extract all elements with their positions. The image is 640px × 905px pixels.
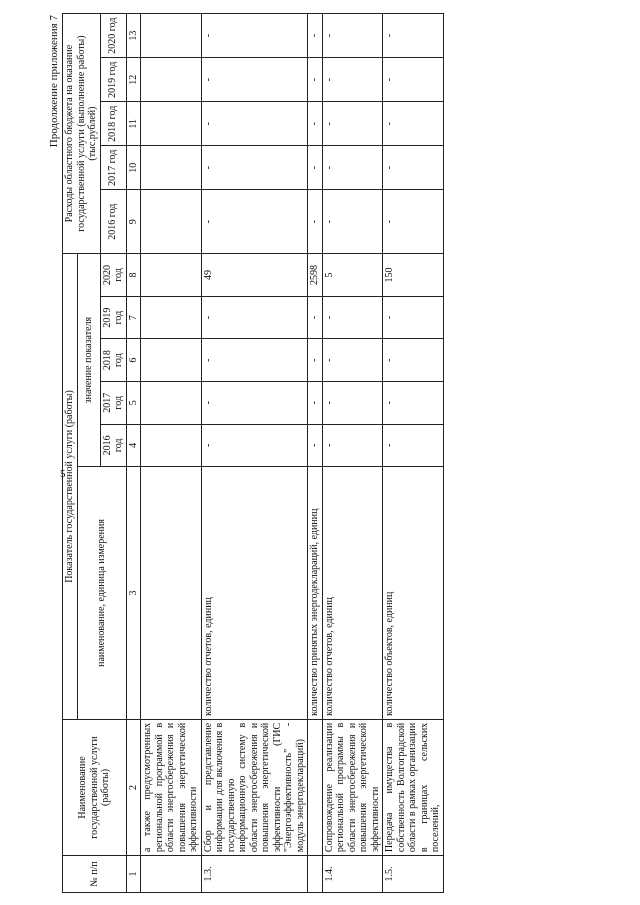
value-cell: - <box>383 190 444 254</box>
page-number: 5 <box>60 468 66 480</box>
value-cell: - <box>383 296 444 339</box>
table-row <box>308 14 323 893</box>
value-cell: - <box>322 190 383 254</box>
service-name-cell <box>308 719 323 855</box>
value-cell: - <box>383 339 444 382</box>
value-cell: - <box>308 296 323 339</box>
header-year: 2016 год <box>100 190 126 254</box>
value-cell: - <box>201 58 308 102</box>
row-number <box>308 856 323 893</box>
indicator-cell <box>141 467 202 720</box>
row-number: 1.4. <box>322 856 383 893</box>
column-number: 7 <box>126 296 141 339</box>
rotated-page <box>12 13 627 893</box>
value-cell: - <box>201 14 308 58</box>
value-cell <box>141 58 202 102</box>
value-cell: - <box>322 146 383 190</box>
continuation-caption: Продолжение приложения 7 <box>48 15 60 148</box>
header-year: 2016 год <box>100 424 126 467</box>
value-cell: 150 <box>383 254 444 297</box>
value-cell <box>141 339 202 382</box>
value-cell: - <box>322 58 383 102</box>
header-year: 2018 год <box>100 339 126 382</box>
row-number: 1.3. <box>201 856 308 893</box>
header-year: 2017 год <box>100 381 126 424</box>
table-row <box>201 14 308 893</box>
header-service-name: Наименование государственной услуги (работы) <box>63 719 127 855</box>
value-cell: - <box>201 424 308 467</box>
value-cell: - <box>201 190 308 254</box>
value-cell: - <box>322 296 383 339</box>
column-number: 4 <box>126 424 141 467</box>
header-year: 2020 год <box>100 14 126 58</box>
value-cell: - <box>383 14 444 58</box>
header-indicator-name: наименование, единица измерения <box>77 467 126 720</box>
header-indicator-group: Показатель государственной услуги (работы) <box>63 254 78 720</box>
value-cell: - <box>308 381 323 424</box>
value-cell: - <box>201 296 308 339</box>
column-number: 8 <box>126 254 141 297</box>
value-cell: - <box>383 58 444 102</box>
table-row <box>383 14 444 893</box>
value-cell: - <box>322 424 383 467</box>
service-name-cell: Передача имущества в собственность Волгоградской области в рамках организации в границах сельских поселений, <box>383 719 444 855</box>
value-cell <box>141 14 202 58</box>
table-row <box>322 14 383 893</box>
value-cell: - <box>322 339 383 382</box>
header-year: 2017 год <box>100 146 126 190</box>
value-cell: - <box>322 381 383 424</box>
header-year: 2019 год <box>100 58 126 102</box>
value-cell: - <box>308 424 323 467</box>
table-body <box>141 14 444 893</box>
header-year: 2018 год <box>100 102 126 146</box>
column-number: 6 <box>126 339 141 382</box>
row-number <box>141 856 202 893</box>
value-cell: - <box>201 146 308 190</box>
value-cell <box>141 254 202 297</box>
column-number: 3 <box>126 467 141 720</box>
header-num: № п/п <box>63 856 127 893</box>
column-number: 13 <box>126 14 141 58</box>
value-cell: - <box>201 339 308 382</box>
value-cell: 2598 <box>308 254 323 297</box>
indicator-cell: количество отчетов, единиц <box>322 467 383 720</box>
row-number: 1.5. <box>383 856 444 893</box>
value-cell <box>141 146 202 190</box>
value-cell: - <box>322 102 383 146</box>
services-table <box>62 13 444 893</box>
value-cell: 49 <box>201 254 308 297</box>
column-number: 11 <box>126 102 141 146</box>
value-cell: - <box>383 146 444 190</box>
value-cell <box>141 381 202 424</box>
value-cell: - <box>308 339 323 382</box>
column-number: 10 <box>126 146 141 190</box>
column-number: 9 <box>126 190 141 254</box>
value-cell: - <box>201 102 308 146</box>
value-cell: - <box>308 14 323 58</box>
value-cell <box>141 190 202 254</box>
service-name-cell: Сбор и представление информации для включения в государственную информационную систему в области энергосбережения и повышения энергетической эффективности (ГИС "Энергоэффективность" - модуль энергодеклараций) <box>201 719 308 855</box>
table-row <box>141 14 202 893</box>
header-year: 2020 год <box>100 254 126 297</box>
value-cell: - <box>322 14 383 58</box>
column-number: 2 <box>126 719 141 855</box>
header-indicator-values: значение показателя <box>77 254 100 467</box>
column-number: 5 <box>126 381 141 424</box>
value-cell <box>141 424 202 467</box>
value-cell: - <box>383 102 444 146</box>
value-cell: - <box>308 102 323 146</box>
value-cell: - <box>383 424 444 467</box>
service-name-cell: Сопровождение реализации региональной программы в области энергосбережения и повышения энергетической эффективности <box>322 719 383 855</box>
indicator-cell: количество принятых энергодеклараций, единиц <box>308 467 323 720</box>
column-number: 1 <box>126 856 141 893</box>
value-cell: - <box>308 190 323 254</box>
value-cell: 5 <box>322 254 383 297</box>
value-cell <box>141 296 202 339</box>
indicator-cell: количество объектов, единиц <box>383 467 444 720</box>
value-cell: - <box>383 381 444 424</box>
value-cell: - <box>308 146 323 190</box>
indicator-cell: количество отчетов, единиц <box>201 467 308 720</box>
column-number: 12 <box>126 58 141 102</box>
value-cell <box>141 102 202 146</box>
value-cell: - <box>308 58 323 102</box>
header-expenses: Расходы областного бюджета на оказание государственной услуги (выполнение работы) (тыс.рублей) <box>63 14 101 254</box>
service-name-cell: а также предусмотренных региональной программой в области энергосбережения и повышения энергетической эффективности <box>141 719 202 855</box>
value-cell: - <box>201 381 308 424</box>
header-year: 2019 год <box>100 296 126 339</box>
